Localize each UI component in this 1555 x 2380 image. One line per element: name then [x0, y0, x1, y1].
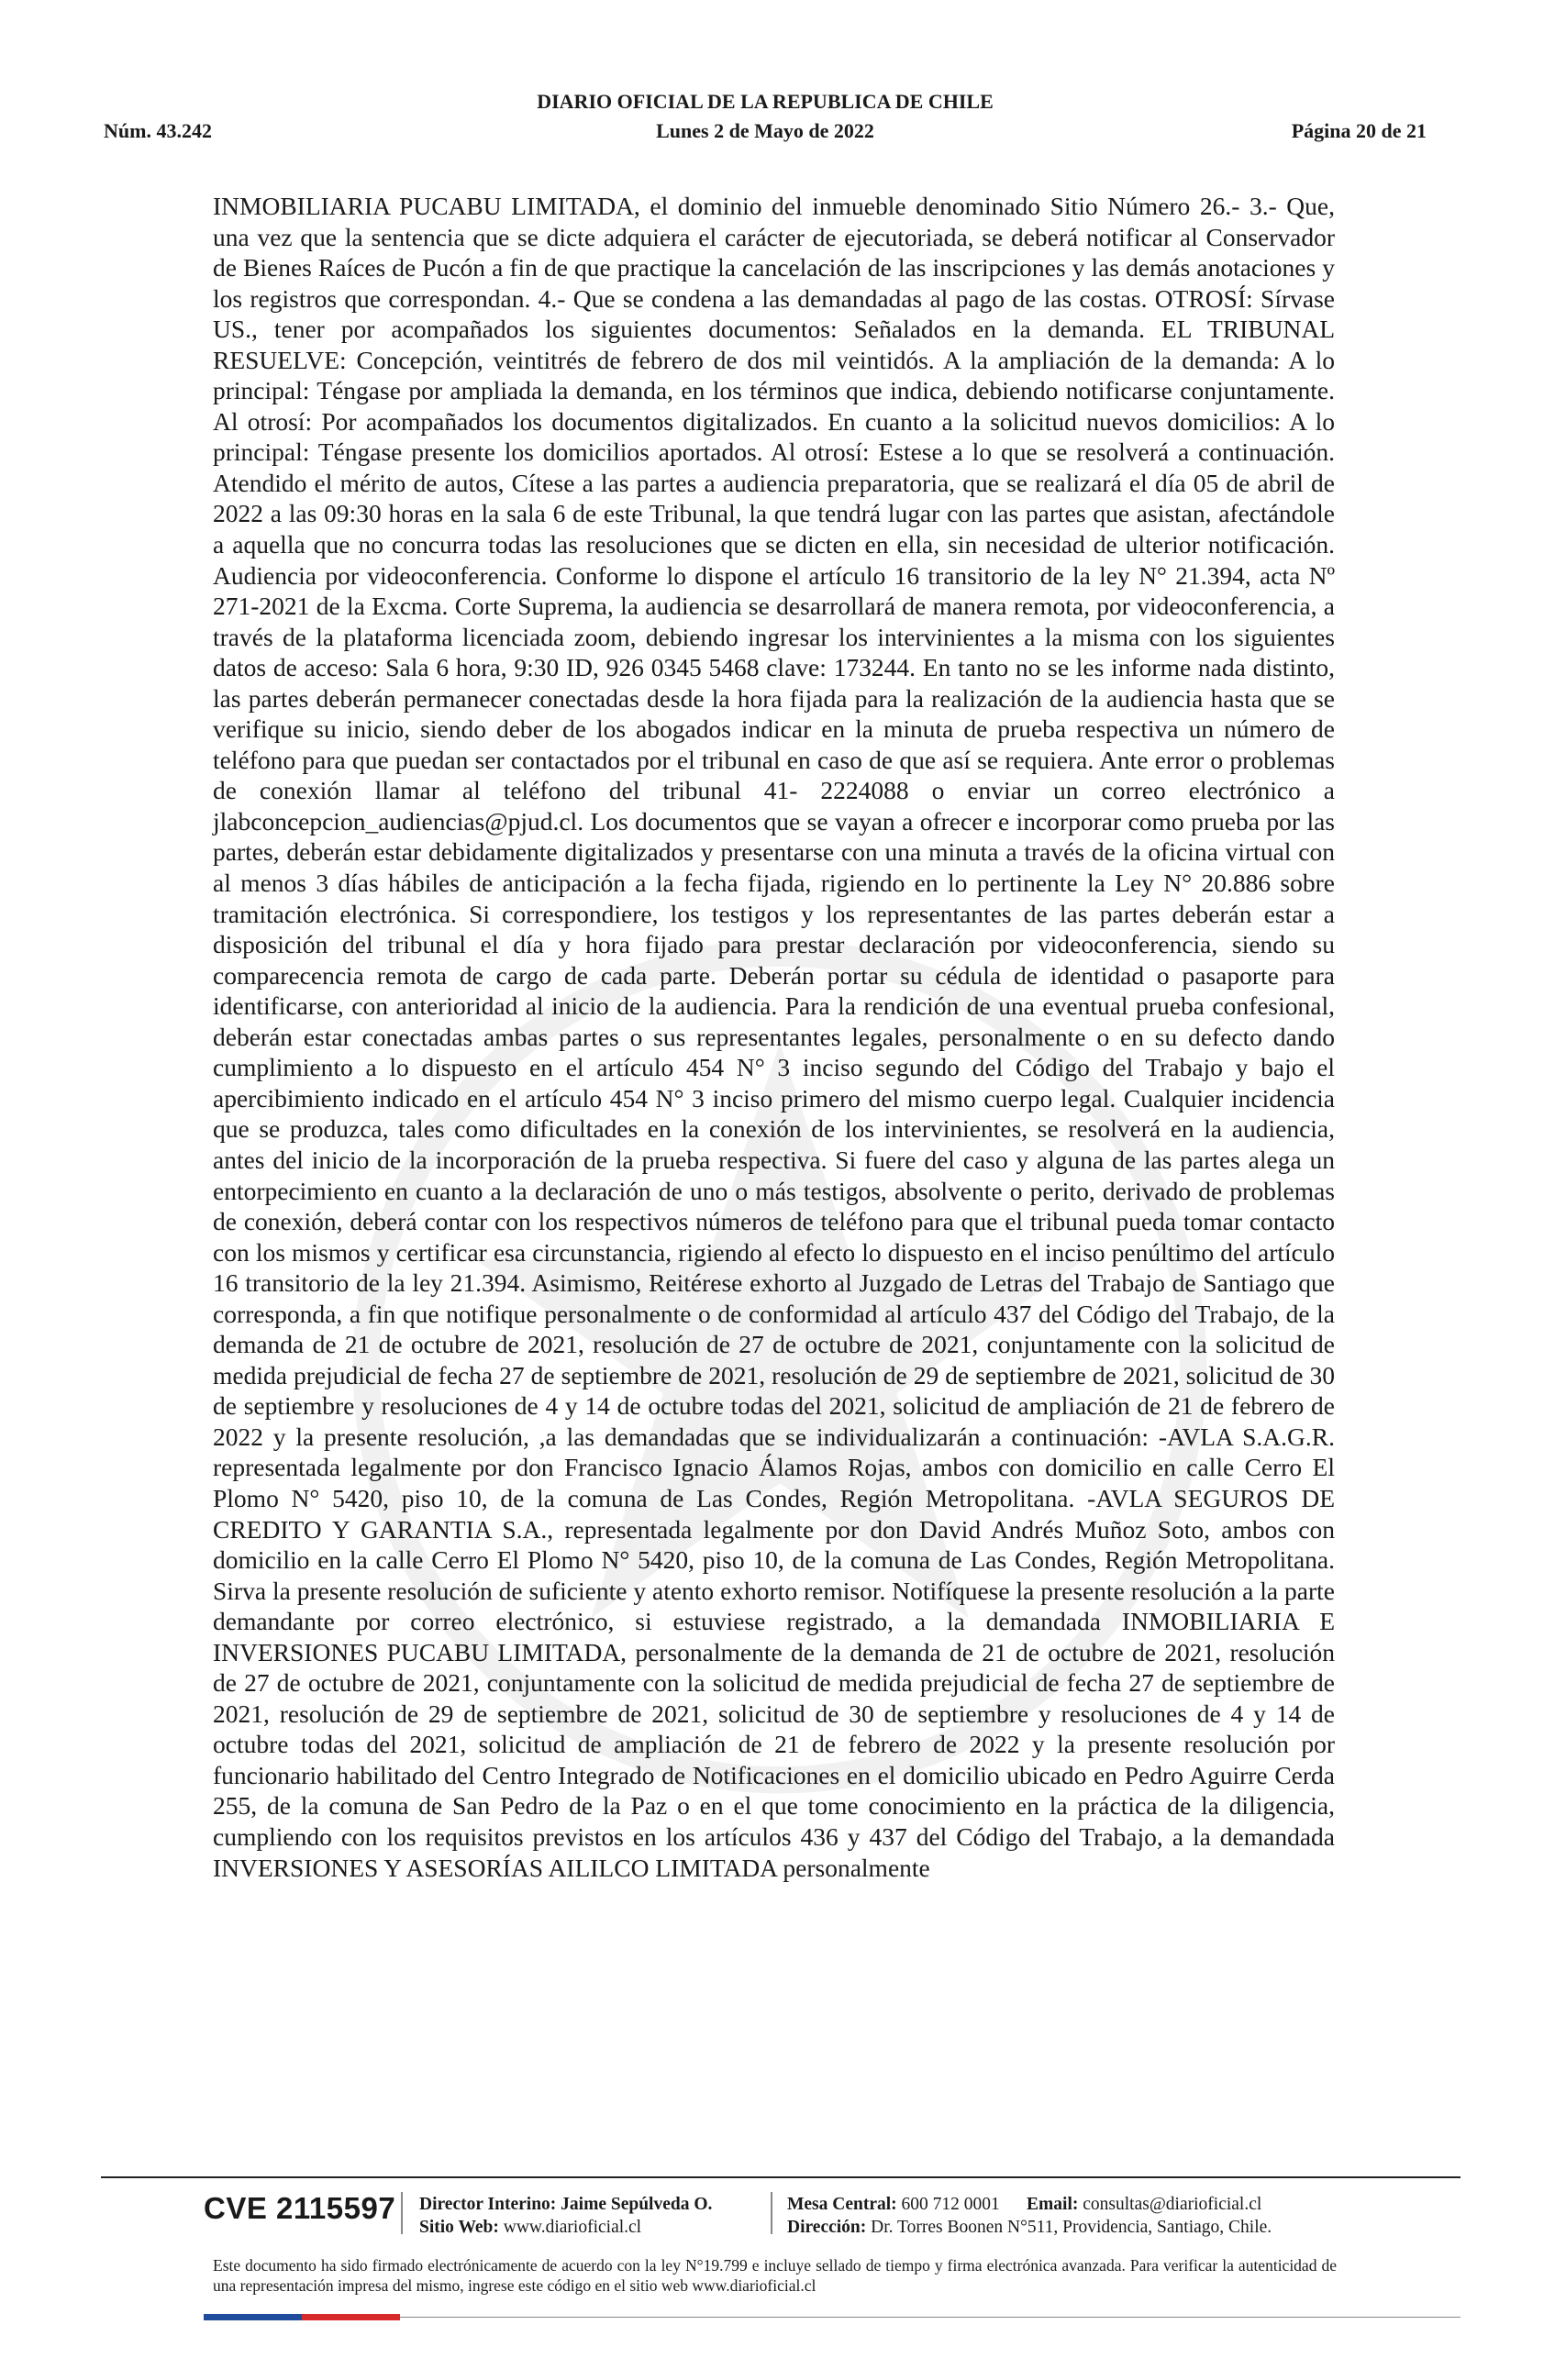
flag-red-segment — [302, 2314, 400, 2320]
chile-flag-stripe — [204, 2314, 400, 2320]
email-link[interactable]: consultas@diarioficial.cl — [1083, 2195, 1262, 2214]
director-line — [419, 2193, 712, 2216]
address-label: Dirección: — [787, 2218, 867, 2237]
flag-blue-segment — [204, 2314, 302, 2320]
cve-code: CVE 2115597 — [204, 2191, 396, 2225]
footer-separator — [771, 2192, 772, 2234]
website-link[interactable]: www.diarioficial.cl — [503, 2218, 642, 2237]
issue-number: Núm. 43.242 — [104, 119, 212, 142]
contact-line — [787, 2193, 1272, 2216]
director-label: Director Interino: — [419, 2195, 557, 2214]
address-value: Dr. Torres Boonen N°511, Providencia, Santiago, Chile. — [871, 2218, 1272, 2237]
website-label: Sitio Web: — [419, 2218, 499, 2237]
publication-title: DIARIO OFICIAL DE LA REPUBLICA DE CHILE — [537, 90, 994, 113]
central-phone: 600 712 0001 — [901, 2195, 1000, 2214]
central-label: Mesa Central: — [787, 2195, 897, 2214]
footer-separator — [401, 2192, 403, 2234]
website-line — [419, 2216, 712, 2239]
footer-divider — [101, 2176, 1461, 2178]
electronic-signature-notice: Este documento ha sido firmado electrónicamente de acuerdo con la ley N°19.799 e incluye sellado de tiempo y firma electrónica avanzada. Para verificar la autenticidad de una representación impresa del mismo, ingrese este código en el sitio web www.diarioficial.cl — [213, 2256, 1337, 2295]
header-center — [104, 87, 1427, 146]
page-number: Página 20 de 21 — [1291, 119, 1427, 142]
page-header — [104, 87, 1427, 151]
email-label: Email: — [1027, 2195, 1079, 2214]
address-line — [787, 2216, 1272, 2239]
footer-contact-block — [787, 2193, 1272, 2239]
publication-date: Lunes 2 de Mayo de 2022 — [656, 119, 874, 142]
footer-director-block — [419, 2193, 712, 2239]
document-body-text: INMOBILIARIA PUCABU LIMITADA, el dominio del inmueble denominado Sitio Número 26.- 3.- Que, una vez que la sentencia que se dicte adquiera el carácter de ejecutoriada, se deberá notificar al Conservador de Bienes Raíces de Pucón a fin de que practique la cancelación de las inscripciones y las demás anotaciones y los registros que correspondan. 4.- Que se condena a las demandadas al pago de las costas. OTROSÍ: Sírvase US., tener por acompañados los siguientes documentos: Señalados en la demanda. EL TRIBUNAL RESUELVE: Concepción, veintitrés de febrero de dos mil veintidós. A la ampliación de la demanda: A lo principal: Téngase por ampliada la demanda, en los términos que indica, debiendo notificarse conjuntamente. Al otrosí: Por acompañados los documentos digitalizados. En cuanto a la solicitud nuevos domicilios: A lo principal: Téngase presente los domicilios aportados. Al otrosí: Estese a lo que se resolverá a continuación. Atendido el mérito de autos, Cítese a las partes a audiencia preparatoria, que se realizará el día 05 de abril de 2022 a las 09:30 horas en la sala 6 de este Tribunal, la que tendrá lugar con las partes que asistan, afectándole a aquella que no concurra todas las resoluciones que se dicten en ella, sin necesidad de ulterior notificación. Audiencia por videoconferencia. Conforme lo dispone el artículo 16 transitorio de la ley N° 21.394, acta Nº 271-2021 de la Excma. Corte Suprema, la audiencia se desarrollará de manera remota, por videoconferencia, a través de la plataforma licenciada zoom, debiendo ingresar los intervinientes a la misma con los siguientes datos de acceso: Sala 6 hora, 9:30 ID, 926 0345 5468 clave: 173244. En tanto no se les informe nada distinto, las partes deberán permanecer conectadas desde la hora fijada para la realización de la audiencia hasta que se verifique su inicio, siendo deber de los abogados indicar en la minuta de prueba respectiva un número de teléfono para que puedan ser contactados por el tribunal en caso de que así se requiera. Ante error o problemas de conexión llamar al teléfono del tribunal 41- 2224088 o enviar un correo electrónico a jlabconcepcion_audiencias@pjud.cl. Los documentos que se vayan a ofrecer e incorporar como prueba por las partes, deberán estar debidamente digitalizados y presentarse con una minuta a través de la oficina virtual con al menos 3 días hábiles de anticipación a la fecha fijada, rigiendo en lo pertinente la Ley N° 20.886 sobre tramitación electrónica. Si correspondiere, los testigos y los representantes de las partes deberán estar a disposición del tribunal el día y hora fijado para prestar declaración por videoconferencia, siendo su comparecencia remota de cargo de cada parte. Deberán portar su cédula de identidad o pasaporte para identificarse, con anterioridad al inicio de la audiencia. Para la rendición de una eventual prueba confesional, deberán estar conectadas ambas partes o sus representantes legales, personalmente o en su defecto dando cumplimiento a lo dispuesto en el artículo 454 N° 3 inciso segundo del Código del Trabajo y bajo el apercibimiento indicado en el artículo 454 N° 3 inciso primero del mismo cuerpo legal. Cualquier incidencia que se produzca, tales como dificultades en la conexión de los intervinientes, se resolverá en la audiencia, antes del inicio de la incorporación de la prueba respectiva. Si fuere del caso y alguna de las partes alega un entorpecimiento en cuanto a la declaración de uno o más testigos, absolvente o perito, derivado de problemas de conexión, deberá contar con los respectivos números de teléfono para que el tribunal pueda tomar contacto con los mismos y certificar esa circunstancia, rigiendo al efecto lo dispuesto en el inciso penúltimo del artículo 16 transitorio de la ley 21.394. Asimismo, Reitérese exhorto al Juzgado de Letras del Trabajo de Santiago que corresponda, a fin que notifique personalmente o de conformidad al artículo 437 del Código del Trabajo, de la demanda de 21 de octubre de 2021, resolución de 27 de octubre de 2021, conjuntamente con la solicitud de medida prejudicial de fecha 27 de septiembre de 2021, resolución de 29 de septiembre de 2021, solicitud de 30 de septiembre y resoluciones de 4 y 14 de octubre todas del 2021, solicitud de ampliación de 21 de febrero de 2022 y la presente resolución, ,a las demandadas que se individualizarán a continuación: -AVLA S.A.G.R. representada legalmente por don Francisco Ignacio Álamos Rojas, ambos con domicilio en calle Cerro El Plomo N° 5420, piso 10, de la comuna de Las Condes, Región Metropolitana. -AVLA SEGUROS DE CREDITO Y GARANTIA S.A., representada legalmente por don David Andrés Muñoz Soto, ambos con domicilio en la calle Cerro El Plomo N° 5420, piso 10, de la comuna de Las Condes, Región Metropolitana. Sirva la presente resolución de suficiente y atento exhorto remisor. Notifíquese la presente resolución a la parte demandante por correo electrónico, si estuviese registrado, a la demandada INMOBILIARIA E INVERSIONES PUCABU LIMITADA, personalmente de la demanda de 21 de octubre de 2021, resolución de 27 de octubre de 2021, conjuntamente con la solicitud de medida prejudicial de fecha 27 de septiembre de 2021, resolución de 29 de septiembre de 2021, solicitud de 30 de septiembre y resoluciones de 4 y 14 de octubre todas del 2021, solicitud de ampliación de 21 de febrero de 2022 y la presente resolución por funcionario habilitado del Centro Integrado de Notificaciones en el domicilio ubicado en Pedro Aguirre Cerda 255, de la comuna de San Pedro de la Paz o en el que tome conocimiento en la práctica de la diligencia, cumpliendo con los requisitos previstos en los artículos 436 y 437 del Código del Trabajo, a la demandada INVERSIONES Y ASESORÍAS AILILCO LIMITADA personalmente — [213, 192, 1335, 1882]
bottom-rule — [400, 2317, 1461, 2318]
director-name: Jaime Sepúlveda O. — [561, 2195, 713, 2214]
